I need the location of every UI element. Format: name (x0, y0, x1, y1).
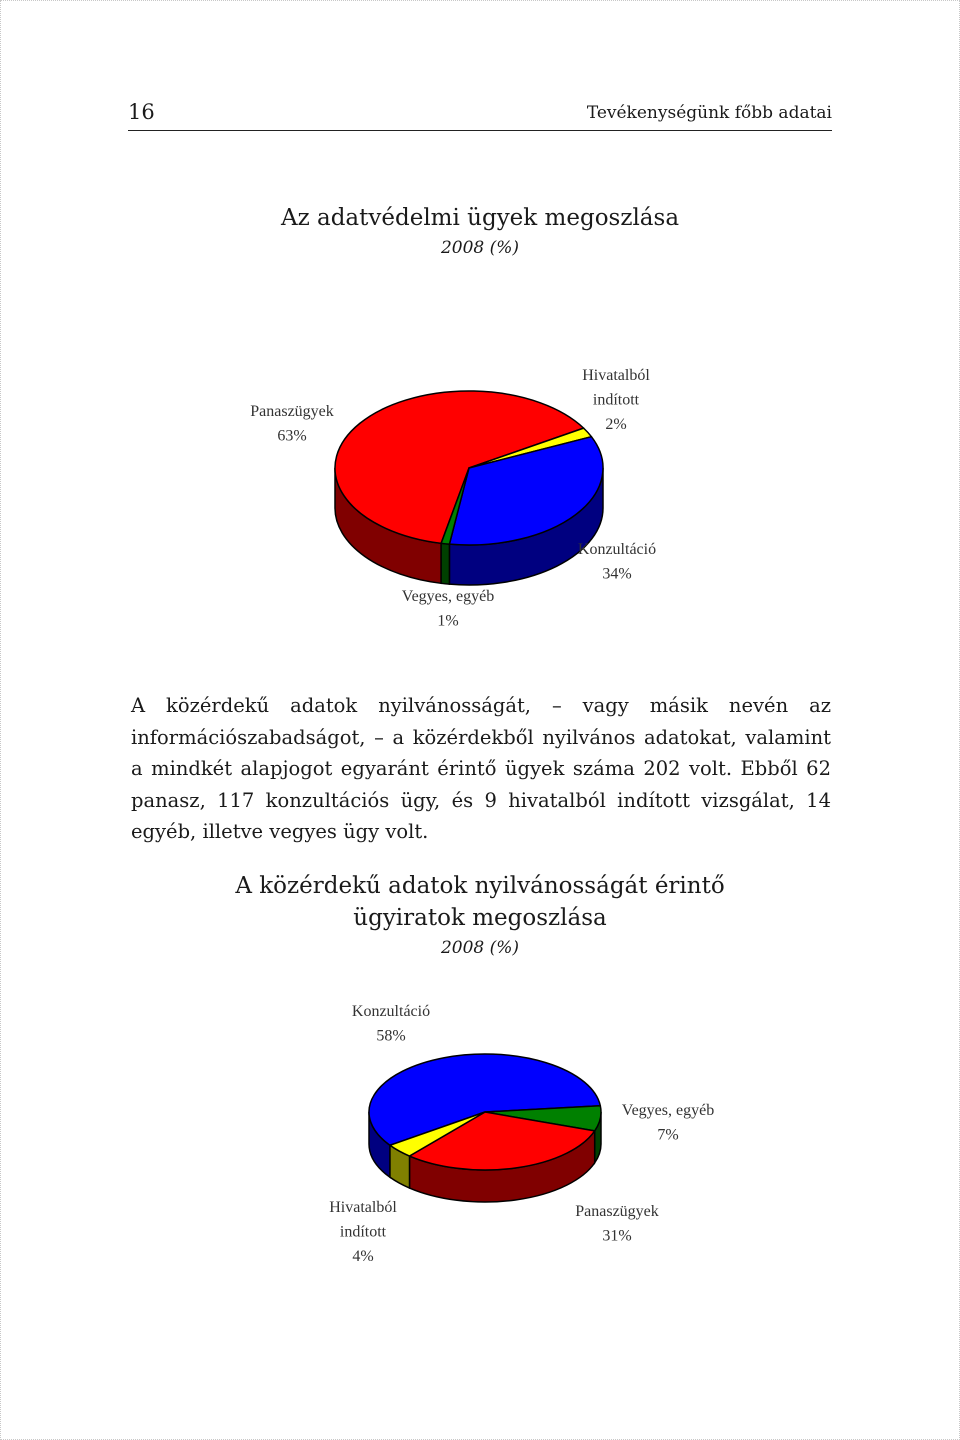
chart1-label-konzultacio: Konzultáció 34% (577, 541, 657, 583)
chart2-label-vegyes-egyeb: Vegyes, egyéb 7% (621, 1102, 715, 1144)
chart2-title-line-1: A közérdekű adatok nyilvánosságát érintő (235, 873, 725, 899)
chart2-label-konzultacio: Konzultáció 58% (351, 1003, 431, 1045)
chart1-title: Az adatvédelmi ügyek megoszlása (280, 205, 680, 231)
page-header (128, 98, 832, 131)
chart1-slices (335, 391, 603, 585)
running-section-title: Tevékenységünk főbb adatai (586, 103, 832, 123)
chart1-label-hivatalbol-inditott: Hivatalból indított 2% (582, 367, 650, 433)
chart1-label-vegyes-egyeb: Vegyes, egyéb 1% (401, 588, 495, 630)
chart2-title (128, 870, 832, 934)
page-number: 16 (128, 100, 155, 124)
body-paragraph: A közérdekű adatok nyilvánosságát, – vagy másik nevén az információszabadságot, – a közérdekből nyilvános adatokat, valamint a mindkét alapjogot egyaránt érintő ügyek száma 202 volt. Ebből 62 panasz, 117 konzultációs ügy, és 9 hivatalból indított vizsgálat, 14 egyéb, illetve vegyes ügy volt. (131, 694, 831, 843)
chart2-subtitle: 2008 (%) (440, 938, 520, 958)
chart1-subtitle: 2008 (%) (440, 238, 520, 258)
chart2-label-panaszugyek: Panaszügyek 31% (575, 1203, 659, 1245)
chart1-side-vegyes-egyeb (441, 543, 449, 584)
chart2-label-hivatalbol-inditott: Hivatalból indított 4% (329, 1199, 397, 1265)
chart1-label-panaszugyek: Panaszügyek 63% (250, 403, 334, 445)
chart2-slices (369, 1054, 601, 1202)
pie-chart-adatvedelmi (0, 355, 960, 645)
chart2-title-line-2: ügyiratok megoszlása (353, 905, 607, 931)
pie-chart-kozerdeku (0, 990, 960, 1280)
